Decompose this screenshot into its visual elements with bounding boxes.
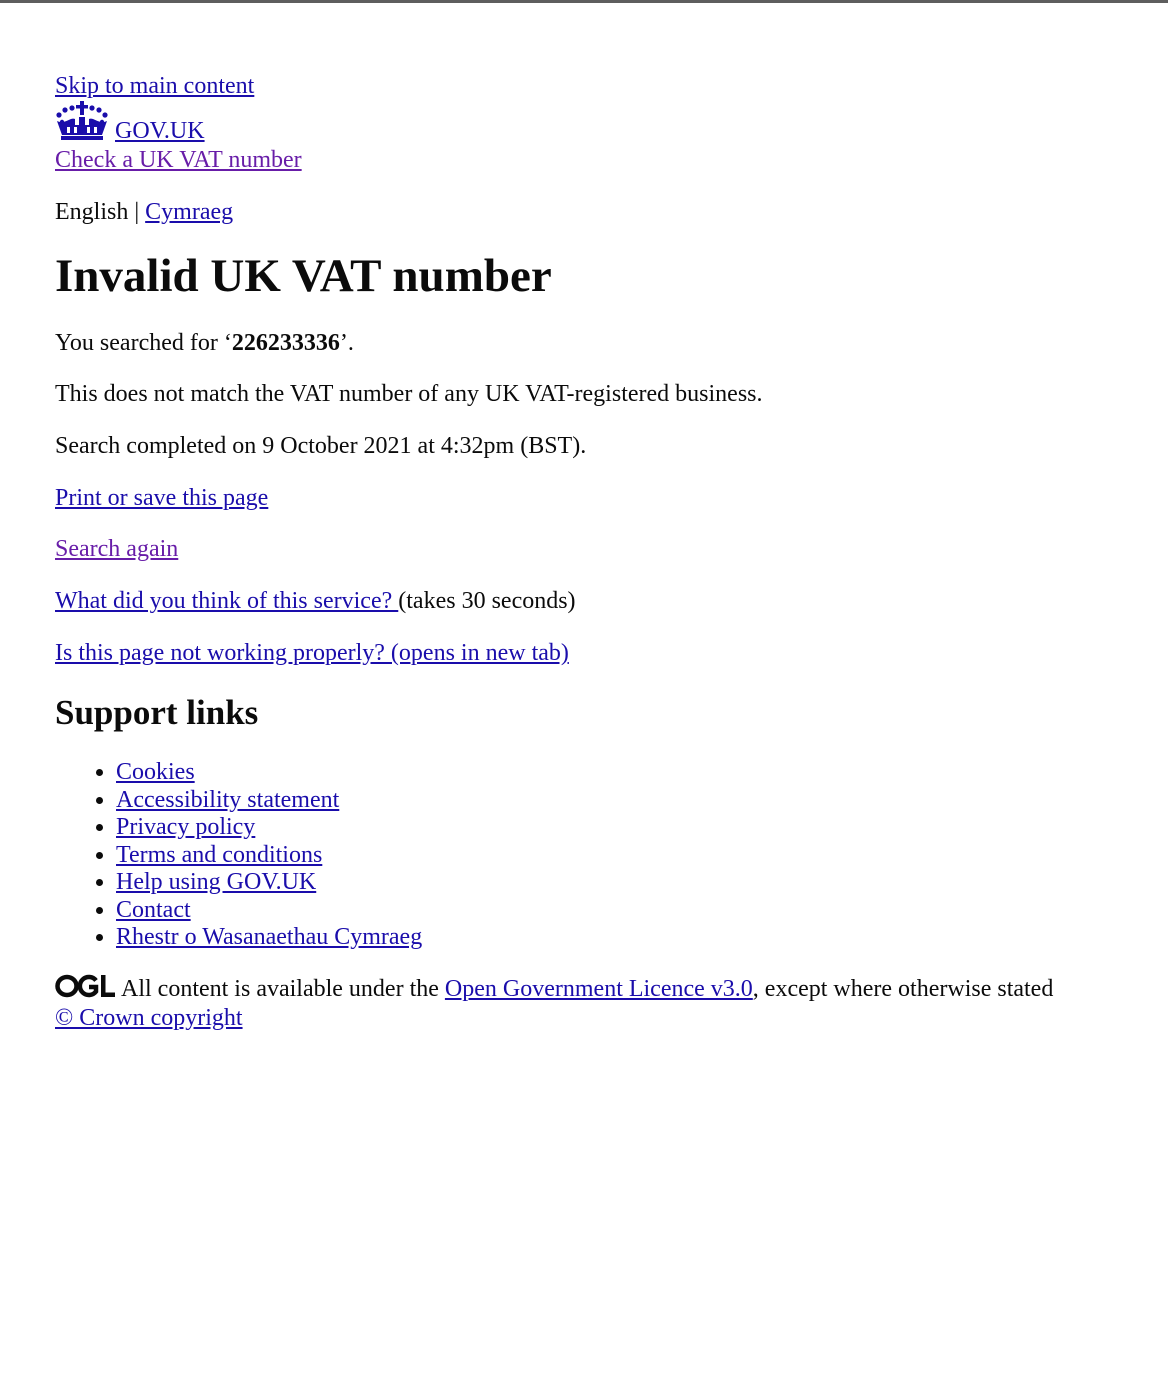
list-item: [116, 787, 1145, 815]
open-government-licence-link[interactable]: Open Government Licence v3.0: [444, 975, 753, 1002]
searched-vat-number: 226233336: [231, 330, 340, 356]
govuk-home-link[interactable]: [55, 101, 205, 146]
report-problem-link[interactable]: Is this page not working properly? (opens in new tab): [55, 640, 569, 666]
no-match-text: This does not match the VAT number of any UK VAT-registered business.: [55, 381, 763, 407]
print-save-link[interactable]: Print or save this page: [55, 485, 269, 511]
licence-prefix: All content is available under the: [121, 975, 445, 1002]
support-links-list: [55, 759, 1145, 952]
searched-for-text: [55, 329, 1145, 358]
crown-copyright-link[interactable]: © Crown copyright: [55, 1004, 243, 1031]
list-item: [116, 759, 1145, 787]
feedback-link[interactable]: What did you think of this service?: [55, 588, 399, 614]
page-title: Invalid UK VAT number: [55, 250, 552, 302]
accessibility-statement-link[interactable]: Accessibility statement: [116, 786, 340, 813]
welsh-services-link[interactable]: Rhestr o Wasanaethau Cymraeg: [116, 924, 423, 950]
browser-top-border: [0, 0, 1168, 3]
list-item: [116, 814, 1145, 842]
crown-icon: [55, 101, 109, 141]
govuk-label: GOV.UK: [115, 118, 205, 144]
list-item: [116, 897, 1145, 925]
terms-conditions-link[interactable]: Terms and conditions: [116, 841, 323, 868]
support-links-heading: Support links: [55, 693, 259, 732]
privacy-policy-link[interactable]: Privacy policy: [116, 814, 256, 840]
list-item: [116, 924, 1145, 952]
page-content: [55, 72, 1145, 1033]
ogl-logo-icon: [55, 974, 117, 998]
language-switcher: [55, 198, 1145, 227]
search-completed-text: Search completed on 9 October 2021 at 4:32pm (BST).: [55, 433, 587, 459]
cookies-link[interactable]: Cookies: [116, 759, 195, 785]
list-item: [116, 869, 1145, 897]
language-cymraeg-link[interactable]: Cymraeg: [145, 199, 234, 225]
skip-to-main-link[interactable]: Skip to main content: [55, 73, 255, 99]
licence-suffix: , except where otherwise stated: [752, 975, 1054, 1002]
service-name-link[interactable]: Check a UK VAT number: [55, 147, 302, 173]
contact-link[interactable]: Contact: [116, 896, 191, 923]
language-current: English: [55, 199, 129, 225]
searched-suffix: ’.: [339, 330, 354, 356]
feedback-line: [55, 587, 1145, 616]
list-item: [116, 842, 1145, 870]
help-using-govuk-link[interactable]: Help using GOV.UK: [116, 869, 317, 895]
language-separator: |: [134, 199, 140, 225]
searched-prefix: You searched for ‘: [55, 330, 232, 356]
search-again-link[interactable]: Search again: [55, 536, 179, 562]
feedback-duration: (takes 30 seconds): [398, 588, 576, 614]
licence-line: [55, 974, 1145, 1004]
